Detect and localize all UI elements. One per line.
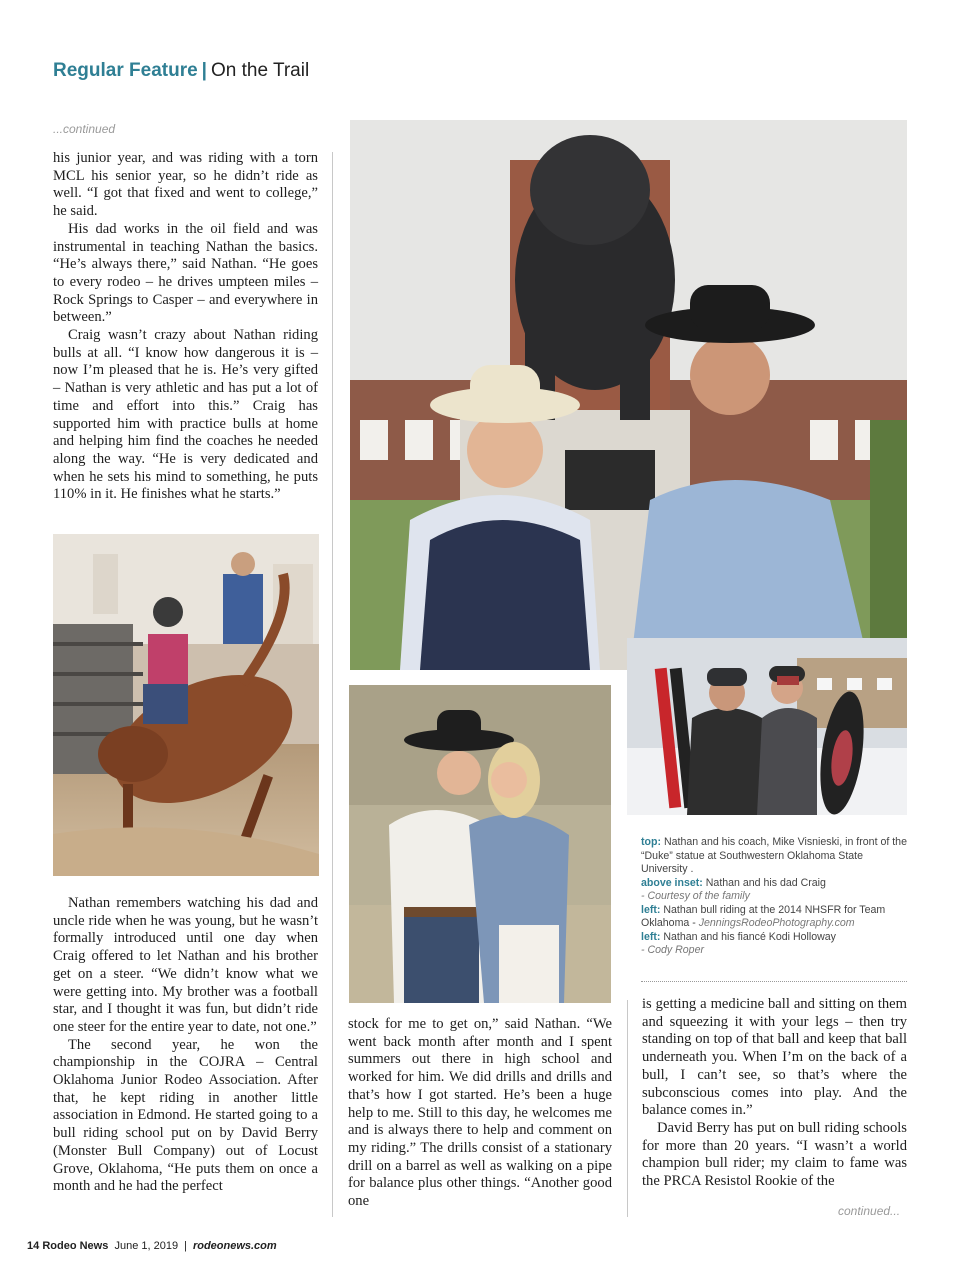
feature-label: Regular Feature xyxy=(53,60,198,81)
caption-label: left: xyxy=(641,903,661,916)
caption-text: Nathan bull riding at the 2014 NHSFR for Team Oklahoma - xyxy=(641,903,886,929)
paragraph: his junior year, and was riding with a torn MCL his senior year, so he didn’t ride as well. “I got that fixed and went to college,” he said. xyxy=(53,150,318,220)
caption-text: Nathan and his fiancé Kodi Holloway xyxy=(663,930,836,943)
paragraph: David Berry has put on bull riding schools for more than 20 years. “I wasn’t a world champion bull rider; my claim to fame was the PRCA Resistol Rookie of the xyxy=(642,1119,907,1190)
caption-credit xyxy=(641,944,911,958)
column-3 xyxy=(642,996,907,1191)
caption-text: Nathan and his dad Craig xyxy=(705,876,826,889)
paragraph: stock for me to get on,” said Nathan. “We went back month after month and I spent summers out there in high school and worked for him. We did drills and drills and that’s how I got started. He’s been a huge help to me. Still to this day, he welcomes me and is always there to help and comment on my riding.” The drills consist of a stationary drill on a barrel as well as walking on a pipe for balance plus other things. “Another good one xyxy=(348,1016,612,1210)
column-rule xyxy=(332,152,333,1217)
caption-left-1 xyxy=(641,904,911,931)
statue-photo xyxy=(350,120,907,670)
caption-inset xyxy=(641,877,911,891)
credit-text: - Cody Roper xyxy=(641,944,704,956)
column-1-bottom xyxy=(53,895,318,1196)
paragraph: The second year, he won the championship in the COJRA – Central Oklahoma Junior Rodeo Association. After that, he kept riding in another little association in Edmond. He started going to a bull riding school put on by David Berry (Monster Bull Company) out of Locust Grove, Oklahoma, “He puts them on once a month and he had the perfect xyxy=(53,1036,318,1195)
caption-label: top: xyxy=(641,836,661,848)
section-label: On the Trail xyxy=(210,60,310,81)
footer-date: June 1, 2019 xyxy=(114,1240,179,1252)
page-number: 14 xyxy=(27,1240,40,1252)
ski-photo xyxy=(627,638,907,815)
section-header xyxy=(53,60,309,82)
caption-left-2 xyxy=(641,931,911,945)
header-divider: | xyxy=(201,60,207,81)
page-footer xyxy=(27,1240,277,1252)
continued-bottom: continued... xyxy=(838,1204,901,1218)
caption-text: Nathan and his coach, Mike Visnieski, in front of the “Duke” statue at Southwestern Oklahoma State University . xyxy=(641,836,907,875)
credit-text: - Courtesy of the family xyxy=(641,890,750,902)
bull-riding-photo xyxy=(53,534,319,876)
continued-top: ...continued xyxy=(53,122,116,136)
couple-photo xyxy=(349,685,611,1003)
footer-url[interactable]: rodeonews.com xyxy=(192,1240,277,1252)
photo-captions xyxy=(641,836,911,958)
column-rule xyxy=(627,1000,628,1217)
footer-divider: | xyxy=(184,1240,187,1252)
column-2 xyxy=(348,1016,612,1211)
paragraph: Craig wasn’t crazy about Nathan riding bulls at all. “I know how dangerous it is – now I’m pleased that he is. He’s very gifted – Nathan is very athletic and has put a lot of time and effort into this.” Craig has supported him with practice bulls at home and helping him find the coaches he needed along the way. “He is very dedicated and when he sets his mind to something, he puts 110% in it. He finishes what he starts.” xyxy=(53,327,318,503)
dotted-divider xyxy=(641,981,907,982)
caption-credit xyxy=(641,890,911,904)
column-1-top xyxy=(53,150,318,504)
credit-text: JenningsRodeoPhotography.com xyxy=(698,917,855,929)
paragraph: His dad works in the oil field and was instrumental in teaching Nathan the basics. “He’s always there,” said Nathan. “He goes to every rodeo – he drives umpteen miles – Rock Springs to Casper – and everywhere in between.” xyxy=(53,220,318,326)
paragraph: is getting a medicine ball and sitting on them and squeezing it with your legs – then try standing on top of that ball and keep that ball underneath you. When I’m on the back of a bull, I can’t see, so that’s where the subconscious comes into play. And the balance comes in.” xyxy=(642,996,907,1119)
caption-label: left: xyxy=(641,930,661,943)
caption-top xyxy=(641,836,911,877)
footer-brand: Rodeo News xyxy=(42,1240,109,1252)
paragraph: Nathan remembers watching his dad and uncle ride when he was young, but he wasn’t formally introduced until one day when Craig offered to let Nathan and his brother get on a steer. “We didn’t know what we were getting into. My brother was a football star, and I thought it was fun, but didn’t ride one steer for the entire year to date, not one.” xyxy=(53,895,318,1035)
caption-label: above inset: xyxy=(641,876,703,889)
